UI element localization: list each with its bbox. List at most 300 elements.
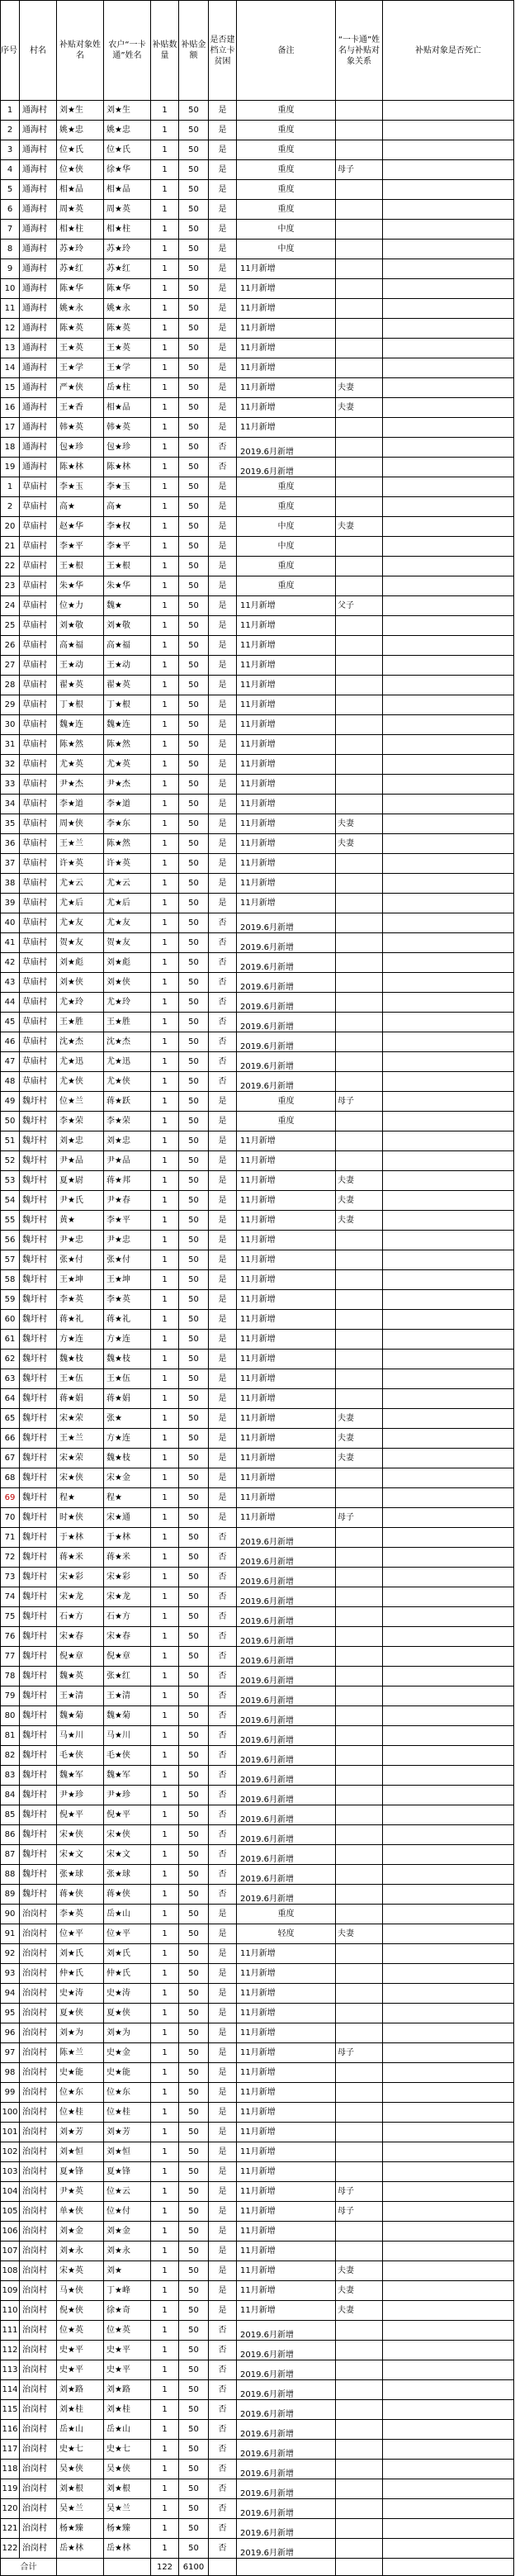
cell-poverty-registered: 是: [209, 894, 237, 913]
cell-poverty-registered: 是: [209, 795, 237, 814]
cell-poverty-registered: 否: [209, 1052, 237, 1072]
cell-poverty-registered: 否: [209, 2380, 237, 2400]
cell-quantity: 1: [151, 973, 179, 993]
cell-poverty-registered: 是: [209, 418, 237, 438]
cell-village: 通海村: [20, 240, 57, 259]
cell-seq: 66: [1, 1429, 20, 1449]
cell-deceased: [383, 1766, 514, 1786]
cell-quantity: 1: [151, 1508, 179, 1528]
table-row: [1, 1587, 514, 1607]
cell-deceased: [383, 2242, 514, 2261]
cell-card-name: 魏★枝: [104, 1449, 151, 1468]
cell-village: 魏圩村: [20, 1350, 57, 1369]
cell-recipient-name: 陈★华: [57, 279, 104, 299]
cell-seq: 74: [1, 1587, 20, 1607]
cell-recipient-name: 宋★文: [57, 1845, 104, 1865]
cell-recipient-name: 陈★兰: [57, 2043, 104, 2063]
cell-village: 魏圩村: [20, 1746, 57, 1766]
table-row: [1, 1627, 514, 1647]
cell-card-name: 夏★侠: [104, 2004, 151, 2023]
cell-remark: 2019.6月新增: [237, 1627, 336, 1647]
cell-deceased: [383, 2539, 514, 2559]
cell-recipient-name: 贺★友: [57, 933, 104, 953]
cell-relation: [336, 1766, 383, 1786]
table-row: [1, 1270, 514, 1290]
cell-quantity: 1: [151, 1984, 179, 2004]
cell-recipient-name: 蒋★侠: [57, 1885, 104, 1905]
cell-poverty-registered: 是: [209, 279, 237, 299]
cell-deceased: [383, 874, 514, 894]
table-row: [1, 755, 514, 775]
cell-relation: [336, 616, 383, 636]
cell-amount: 50: [179, 1964, 209, 1984]
cell-remark: 11月新增: [237, 2301, 336, 2321]
cell-quantity: 1: [151, 775, 179, 795]
cell-quantity: 1: [151, 2242, 179, 2261]
cell-recipient-name: 位★力: [57, 596, 104, 616]
cell-recipient-name: 史★平: [57, 2360, 104, 2380]
cell-relation: [336, 1013, 383, 1032]
cell-village: 草庙村: [20, 557, 57, 576]
cell-poverty-registered: 是: [209, 1211, 237, 1231]
cell-relation: 夫妻: [336, 1449, 383, 1468]
cell-seq: 1: [1, 477, 20, 497]
table-row: [1, 1369, 514, 1389]
cell-remark: 2019.6月新增: [237, 1647, 336, 1667]
cell-card-name: 毛★侠: [104, 1746, 151, 1766]
table-row: [1, 1667, 514, 1686]
cell-village: 草庙村: [20, 537, 57, 557]
cell-relation: 夫妻: [336, 2261, 383, 2281]
cell-amount: 50: [179, 299, 209, 319]
cell-relation: [336, 1885, 383, 1905]
cell-amount: 50: [179, 2519, 209, 2539]
cell-remark: 11月新增: [237, 299, 336, 319]
cell-village: 治岗村: [20, 2400, 57, 2420]
cell-card-name: 位★东: [104, 2083, 151, 2103]
cell-card-name: 方★连: [104, 1330, 151, 1350]
cell-quantity: 1: [151, 1746, 179, 1766]
cell-deceased: [383, 1171, 514, 1191]
cell-relation: [336, 656, 383, 676]
cell-quantity: 1: [151, 695, 179, 715]
cell-relation: [336, 2083, 383, 2103]
cell-seq: 29: [1, 695, 20, 715]
table-row: [1, 1151, 514, 1171]
cell-card-name: 王★动: [104, 656, 151, 676]
cell-seq: 59: [1, 1290, 20, 1310]
cell-remark: 11月新增: [237, 279, 336, 299]
cell-seq: 15: [1, 378, 20, 398]
cell-remark: 重度: [237, 1112, 336, 1131]
cell-amount: 50: [179, 1350, 209, 1369]
header-deceased: 补贴对象是否死亡: [383, 1, 514, 101]
cell-deceased: [383, 1231, 514, 1250]
cell-quantity: 1: [151, 2043, 179, 2063]
cell-amount: 50: [179, 2043, 209, 2063]
cell-deceased: [383, 2400, 514, 2420]
cell-relation: [336, 1805, 383, 1825]
cell-poverty-registered: 是: [209, 2242, 237, 2261]
cell-poverty-registered: 否: [209, 1607, 237, 1627]
cell-relation: [336, 2460, 383, 2479]
cell-amount: 50: [179, 557, 209, 576]
cell-card-name: 宋★龙: [104, 1587, 151, 1607]
cell-relation: 夫妻: [336, 1924, 383, 1944]
cell-amount: 50: [179, 1627, 209, 1647]
cell-amount: 50: [179, 1587, 209, 1607]
cell-card-name: 陈★英: [104, 319, 151, 339]
cell-amount: 50: [179, 1488, 209, 1508]
cell-quantity: 1: [151, 319, 179, 339]
cell-recipient-name: 位★氏: [57, 140, 104, 160]
cell-poverty-registered: 否: [209, 913, 237, 933]
cell-deceased: [383, 438, 514, 458]
cell-quantity: 1: [151, 2499, 179, 2519]
cell-recipient-name: 石★方: [57, 1607, 104, 1627]
cell-remark: 重度: [237, 200, 336, 220]
cell-deceased: [383, 299, 514, 319]
table-row: [1, 1528, 514, 1548]
cell-village: 草庙村: [20, 1072, 57, 1092]
cell-quantity: 1: [151, 378, 179, 398]
cell-seq: 70: [1, 1508, 20, 1528]
cell-seq: 118: [1, 2460, 20, 2479]
cell-card-name: 张★红: [104, 1667, 151, 1686]
cell-deceased: [383, 1548, 514, 1568]
cell-recipient-name: 王★香: [57, 398, 104, 418]
cell-deceased: [383, 656, 514, 676]
cell-deceased: [383, 676, 514, 695]
cell-relation: [336, 1389, 383, 1409]
cell-village: 通海村: [20, 358, 57, 378]
cell-relation: [336, 1706, 383, 1726]
cell-deceased: [383, 993, 514, 1013]
cell-remark: 2019.6月新增: [237, 973, 336, 993]
cell-deceased: [383, 1964, 514, 1984]
cell-remark: 2019.6月新增: [237, 1845, 336, 1865]
table-row: [1, 458, 514, 477]
cell-amount: 50: [179, 537, 209, 557]
cell-poverty-registered: 是: [209, 2004, 237, 2023]
cell-seq: 93: [1, 1964, 20, 1984]
cell-card-name: 王★坤: [104, 1270, 151, 1290]
cell-quantity: 1: [151, 180, 179, 200]
cell-seq: 119: [1, 2479, 20, 2499]
cell-amount: 50: [179, 438, 209, 458]
cell-quantity: 1: [151, 438, 179, 458]
cell-relation: [336, 438, 383, 458]
table-row: [1, 358, 514, 378]
cell-quantity: 1: [151, 1766, 179, 1786]
cell-card-name: 苏★红: [104, 259, 151, 279]
cell-amount: 50: [179, 1429, 209, 1449]
cell-amount: 50: [179, 795, 209, 814]
cell-recipient-name: 魏★菊: [57, 1706, 104, 1726]
cell-relation: [336, 874, 383, 894]
cell-card-name: 吴★侠: [104, 2460, 151, 2479]
cell-relation: [336, 339, 383, 358]
cell-recipient-name: 刘★恒: [57, 2142, 104, 2162]
cell-deceased: [383, 180, 514, 200]
table-row: [1, 1548, 514, 1568]
cell-village: 魏圩村: [20, 1270, 57, 1290]
cell-remark: 重度: [237, 180, 336, 200]
cell-village: 魏圩村: [20, 1865, 57, 1885]
cell-remark: 11月新增: [237, 1488, 336, 1508]
cell-amount: 50: [179, 398, 209, 418]
cell-poverty-registered: 是: [209, 1290, 237, 1310]
cell-relation: [336, 1845, 383, 1865]
cell-village: 魏圩村: [20, 1825, 57, 1845]
cell-deceased: [383, 2063, 514, 2083]
cell-relation: [336, 775, 383, 795]
cell-relation: [336, 2519, 383, 2539]
cell-relation: [336, 557, 383, 576]
cell-deceased: [383, 2420, 514, 2440]
cell-relation: [336, 299, 383, 319]
cell-remark: 11月新增: [237, 259, 336, 279]
table-row: [1, 596, 514, 616]
cell-recipient-name: 位★兰: [57, 1092, 104, 1112]
cell-poverty-registered: 是: [209, 834, 237, 854]
cell-village: 草庙村: [20, 1052, 57, 1072]
cell-deceased: [383, 2479, 514, 2499]
cell-deceased: [383, 2043, 514, 2063]
cell-village: 魏圩村: [20, 1290, 57, 1310]
cell-village: 治岗村: [20, 2083, 57, 2103]
table-row: [1, 220, 514, 240]
cell-relation: 夫妻: [336, 517, 383, 537]
cell-poverty-registered: 否: [209, 1667, 237, 1686]
cell-seq: 10: [1, 279, 20, 299]
cell-deceased: [383, 319, 514, 339]
cell-poverty-registered: 否: [209, 2400, 237, 2420]
cell-relation: [336, 676, 383, 695]
cell-relation: [336, 1310, 383, 1330]
cell-remark: 11月新增: [237, 358, 336, 378]
cell-deceased: [383, 537, 514, 557]
table-row: [1, 537, 514, 557]
cell-recipient-name: 岳★山: [57, 2420, 104, 2440]
cell-poverty-registered: 是: [209, 1984, 237, 2004]
cell-recipient-name: 吴★兰: [57, 2499, 104, 2519]
cell-remark: 11月新增: [237, 1409, 336, 1429]
cell-village: 治岗村: [20, 2380, 57, 2400]
cell-quantity: 1: [151, 2400, 179, 2420]
cell-remark: 11月新增: [237, 2103, 336, 2123]
cell-quantity: 1: [151, 2182, 179, 2202]
cell-seq: 79: [1, 1686, 20, 1706]
cell-relation: [336, 358, 383, 378]
cell-deceased: [383, 2360, 514, 2380]
cell-deceased: [383, 2341, 514, 2360]
cell-quantity: 1: [151, 2261, 179, 2281]
cell-recipient-name: 宋★春: [57, 1627, 104, 1647]
cell-recipient-name: 尹★珍: [57, 1786, 104, 1805]
cell-card-name: 尤★英: [104, 755, 151, 775]
cell-poverty-registered: 是: [209, 200, 237, 220]
cell-card-name: 位★云: [104, 2182, 151, 2202]
cell-deceased: [383, 339, 514, 358]
cell-relation: [336, 458, 383, 477]
cell-deceased: [383, 1032, 514, 1052]
cell-poverty-registered: 否: [209, 2539, 237, 2559]
cell-deceased: [383, 1389, 514, 1409]
cell-relation: [336, 1072, 383, 1092]
cell-seq: 62: [1, 1350, 20, 1369]
cell-relation: 夫妻: [336, 1409, 383, 1429]
table-row: [1, 913, 514, 933]
table-row: [1, 1607, 514, 1627]
table-body: [1, 101, 514, 2559]
table-row: [1, 2182, 514, 2202]
cell-village: 治岗村: [20, 2281, 57, 2301]
cell-deceased: [383, 1131, 514, 1151]
cell-seq: 116: [1, 2420, 20, 2440]
cell-card-name: 朱★华: [104, 576, 151, 596]
cell-card-name: 刘★: [104, 2261, 151, 2281]
cell-seq: 34: [1, 795, 20, 814]
cell-village: 治岗村: [20, 2242, 57, 2261]
cell-remark: 11月新增: [237, 814, 336, 834]
cell-recipient-name: 魏★枝: [57, 1350, 104, 1369]
cell-relation: [336, 497, 383, 517]
cell-remark: 中度: [237, 517, 336, 537]
cell-village: 治岗村: [20, 2004, 57, 2023]
cell-remark: 重度: [237, 160, 336, 180]
cell-amount: 50: [179, 160, 209, 180]
cell-village: 治岗村: [20, 2519, 57, 2539]
cell-card-name: 沈★杰: [104, 1032, 151, 1052]
cell-remark: 11月新增: [237, 874, 336, 894]
cell-seq: 107: [1, 2242, 20, 2261]
cell-village: 魏圩村: [20, 1310, 57, 1330]
cell-amount: 50: [179, 2083, 209, 2103]
table-row: [1, 1924, 514, 1944]
cell-poverty-registered: 否: [209, 1627, 237, 1647]
cell-poverty-registered: 否: [209, 2420, 237, 2440]
header-relation: “一卡通”姓名与补贴对象关系: [336, 1, 383, 101]
cell-deceased: [383, 2123, 514, 2142]
cell-quantity: 1: [151, 2103, 179, 2123]
cell-poverty-registered: 是: [209, 2222, 237, 2242]
table-row: [1, 1250, 514, 1270]
cell-poverty-registered: 是: [209, 1905, 237, 1924]
cell-recipient-name: 苏★红: [57, 259, 104, 279]
cell-amount: 50: [179, 814, 209, 834]
cell-village: 魏圩村: [20, 1667, 57, 1686]
cell-poverty-registered: 是: [209, 2162, 237, 2182]
cell-seq: 81: [1, 1726, 20, 1746]
cell-card-name: 刘★氏: [104, 1944, 151, 1964]
cell-quantity: 1: [151, 2479, 179, 2499]
cell-card-name: 周★英: [104, 200, 151, 220]
cell-poverty-registered: 是: [209, 319, 237, 339]
cell-seq: 90: [1, 1905, 20, 1924]
cell-remark: 2019.6月新增: [237, 1667, 336, 1686]
cell-amount: 50: [179, 576, 209, 596]
cell-relation: [336, 1032, 383, 1052]
table-row: [1, 279, 514, 299]
cell-card-name: 岳★林: [104, 2539, 151, 2559]
cell-recipient-name: 倪★章: [57, 1647, 104, 1667]
cell-remark: 2019.6月新增: [237, 1885, 336, 1905]
cell-village: 治岗村: [20, 2499, 57, 2519]
cell-recipient-name: 吴★侠: [57, 2460, 104, 2479]
table-row: [1, 2162, 514, 2182]
cell-amount: 50: [179, 894, 209, 913]
cell-recipient-name: 程★: [57, 1488, 104, 1508]
cell-card-name: 高★: [104, 497, 151, 517]
cell-card-name: 尹★杰: [104, 775, 151, 795]
cell-quantity: 1: [151, 2420, 179, 2440]
cell-seq: 38: [1, 874, 20, 894]
cell-recipient-name: 宋★侠: [57, 1468, 104, 1488]
cell-remark: 11月新增: [237, 1231, 336, 1250]
cell-seq: 19: [1, 458, 20, 477]
cell-seq: 97: [1, 2043, 20, 2063]
cell-amount: 50: [179, 1389, 209, 1409]
cell-poverty-registered: 是: [209, 1944, 237, 1964]
cell-seq: 31: [1, 735, 20, 755]
cell-poverty-registered: 是: [209, 1151, 237, 1171]
cell-deceased: [383, 1211, 514, 1231]
cell-quantity: 1: [151, 1845, 179, 1865]
cell-deceased: [383, 2519, 514, 2539]
table-row: [1, 2499, 514, 2519]
cell-poverty-registered: 否: [209, 1647, 237, 1667]
cell-seq: 32: [1, 755, 20, 775]
cell-seq: 122: [1, 2539, 20, 2559]
cell-recipient-name: 宋★荣: [57, 1409, 104, 1429]
cell-deceased: [383, 814, 514, 834]
cell-card-name: 魏★军: [104, 1766, 151, 1786]
cell-card-name: 陈★然: [104, 834, 151, 854]
cell-poverty-registered: 是: [209, 517, 237, 537]
table-row: [1, 2004, 514, 2023]
cell-remark: 2019.6月新增: [237, 2539, 336, 2559]
cell-seq: 30: [1, 715, 20, 735]
cell-recipient-name: 尹★杰: [57, 775, 104, 795]
cell-amount: 50: [179, 2202, 209, 2222]
cell-recipient-name: 魏★英: [57, 1667, 104, 1686]
cell-recipient-name: 王★伍: [57, 1369, 104, 1389]
cell-quantity: 1: [151, 557, 179, 576]
cell-relation: [336, 121, 383, 140]
cell-relation: [336, 1825, 383, 1845]
cell-amount: 50: [179, 339, 209, 358]
cell-quantity: 1: [151, 676, 179, 695]
cell-amount: 50: [179, 1885, 209, 1905]
cell-deceased: [383, 636, 514, 656]
cell-remark: 2019.6月新增: [237, 2460, 336, 2479]
cell-village: 魏圩村: [20, 1686, 57, 1706]
cell-seq: 39: [1, 894, 20, 913]
cell-recipient-name: 位★侠: [57, 160, 104, 180]
cell-poverty-registered: 是: [209, 220, 237, 240]
cell-village: 草庙村: [20, 656, 57, 676]
cell-quantity: 1: [151, 2123, 179, 2142]
cell-relation: [336, 2360, 383, 2380]
cell-quantity: 1: [151, 477, 179, 497]
cell-recipient-name: 倪★平: [57, 1805, 104, 1825]
cell-seq: 23: [1, 576, 20, 596]
cell-seq: 7: [1, 220, 20, 240]
cell-card-name: 尹★春: [104, 1191, 151, 1211]
cell-village: 治岗村: [20, 2440, 57, 2460]
cell-remark: 11月新增: [237, 755, 336, 775]
